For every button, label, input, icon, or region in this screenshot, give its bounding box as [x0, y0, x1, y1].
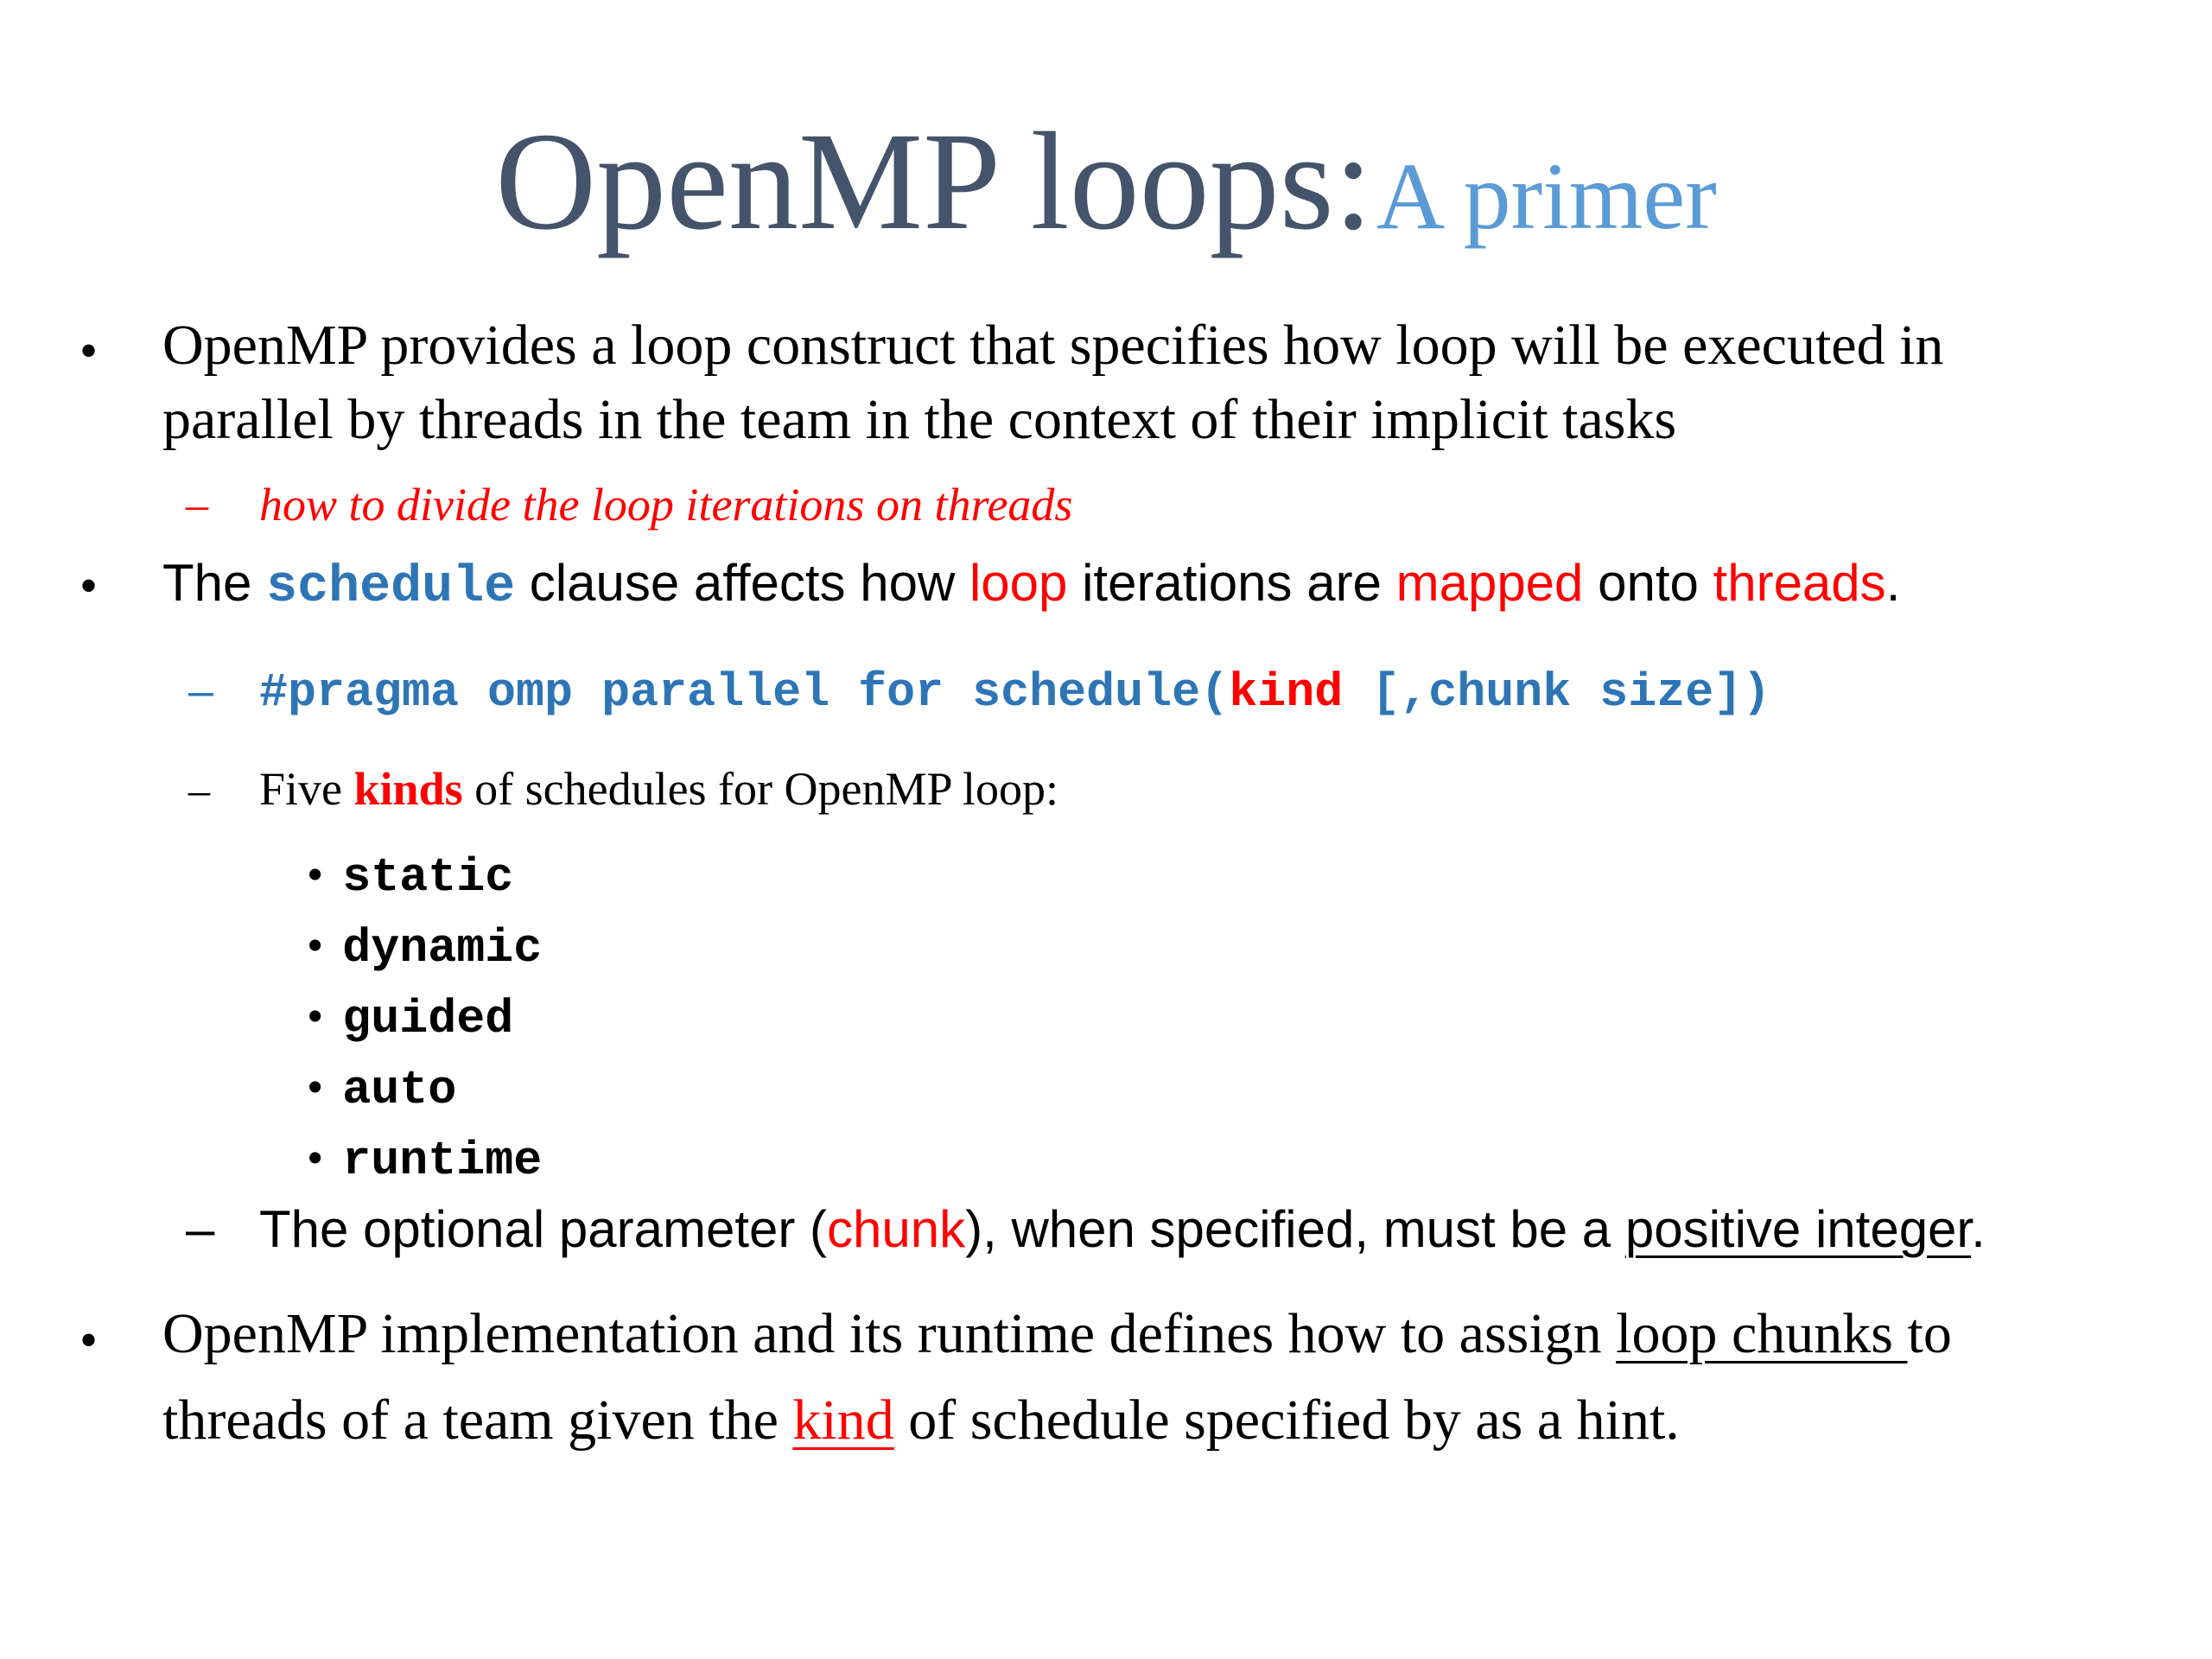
bullet-3-text-3: threads of a team given the	[162, 1389, 793, 1452]
kind-bullet: •	[307, 989, 324, 1042]
bullet-1-sub: how to divide the loop iterations on threads	[259, 479, 1073, 531]
bullet-3-glyph: •	[79, 1312, 99, 1369]
pragma-kind: kind	[1229, 665, 1344, 720]
chunk-line-text-2: ), when specified, must be a	[965, 1200, 1625, 1258]
kind-item-static	[307, 841, 542, 912]
kind-item-dynamic	[307, 912, 542, 982]
kinds-list	[307, 841, 542, 1195]
sub-dash-2: –	[188, 666, 213, 716]
kind-bullet: •	[307, 848, 324, 900]
kinds-line-text-2: of schedules for OpenMP loop:	[462, 763, 1059, 815]
kinds-line-text-1: Five	[259, 763, 354, 815]
loop-word: loop	[969, 554, 1068, 612]
sub-dash-4: –	[186, 1200, 215, 1258]
bullet-3-text-4: of schedule specified by as a hint.	[893, 1389, 1680, 1452]
kind-item-auto	[307, 1053, 542, 1124]
bullet-3-text-1: OpenMP implementation and its runtime defines how to assign	[162, 1302, 1617, 1365]
kind-item-runtime	[307, 1124, 542, 1195]
kinds-word: kinds	[353, 763, 463, 815]
kind-bullet: •	[307, 1060, 324, 1113]
bullet-2-line	[162, 553, 1900, 617]
bullet-2-text-2: clause affects how	[515, 554, 969, 612]
bullet-2-text-1: The	[162, 554, 267, 612]
bullet-3-line-1	[162, 1301, 1952, 1367]
pragma-line	[259, 665, 1770, 720]
kind-label: static	[342, 850, 514, 905]
title-subtitle: A primer	[1376, 143, 1717, 249]
kind-label: auto	[342, 1063, 457, 1117]
sub-dash-1: –	[186, 480, 208, 530]
chunk-line	[259, 1199, 1986, 1259]
pragma-prefix: #pragma omp parallel for schedule(	[259, 665, 1230, 720]
kind-bullet: •	[307, 918, 324, 971]
sub-dash-3: –	[188, 766, 210, 814]
schedule-keyword: schedule	[266, 558, 516, 617]
bullet-3-line-2	[162, 1388, 1680, 1453]
title-main: OpenMP loops:	[495, 105, 1373, 259]
bullet-3-text-2: to	[1907, 1302, 1952, 1365]
bullet-2-text-5: .	[1885, 554, 1901, 612]
kind-item-guided	[307, 982, 542, 1053]
pragma-suffix: [,chunk size])	[1343, 665, 1771, 720]
chunk-line-text-3: .	[1971, 1200, 1986, 1258]
positive-integer: positive integer	[1624, 1200, 1972, 1258]
chunk-line-text-1: The optional parameter (	[259, 1200, 828, 1258]
kinds-line	[259, 762, 1058, 816]
bullet-2-glyph: •	[79, 557, 99, 614]
loop-chunks: loop chunks	[1616, 1302, 1908, 1365]
bullet-1-line-2: parallel by threads in the team in the context of their implicit tasks	[162, 388, 1677, 451]
bullet-1-line-1: OpenMP provides a loop construct that specifies how loop will be executed in	[162, 314, 1944, 377]
mapped-word: mapped	[1395, 554, 1584, 612]
slide-title	[0, 105, 2212, 259]
bullet-2-text-3: iterations are	[1067, 554, 1396, 612]
kind-label: runtime	[342, 1134, 543, 1188]
chunk-word: chunk	[827, 1200, 966, 1258]
threads-word: threads	[1713, 554, 1886, 612]
kind-word: kind	[792, 1389, 894, 1452]
kind-bullet: •	[307, 1131, 324, 1184]
kind-label: guided	[342, 992, 514, 1046]
kind-label: dynamic	[342, 921, 543, 976]
bullet-1-glyph: •	[79, 322, 99, 379]
bullet-2-text-4: onto	[1583, 554, 1713, 612]
